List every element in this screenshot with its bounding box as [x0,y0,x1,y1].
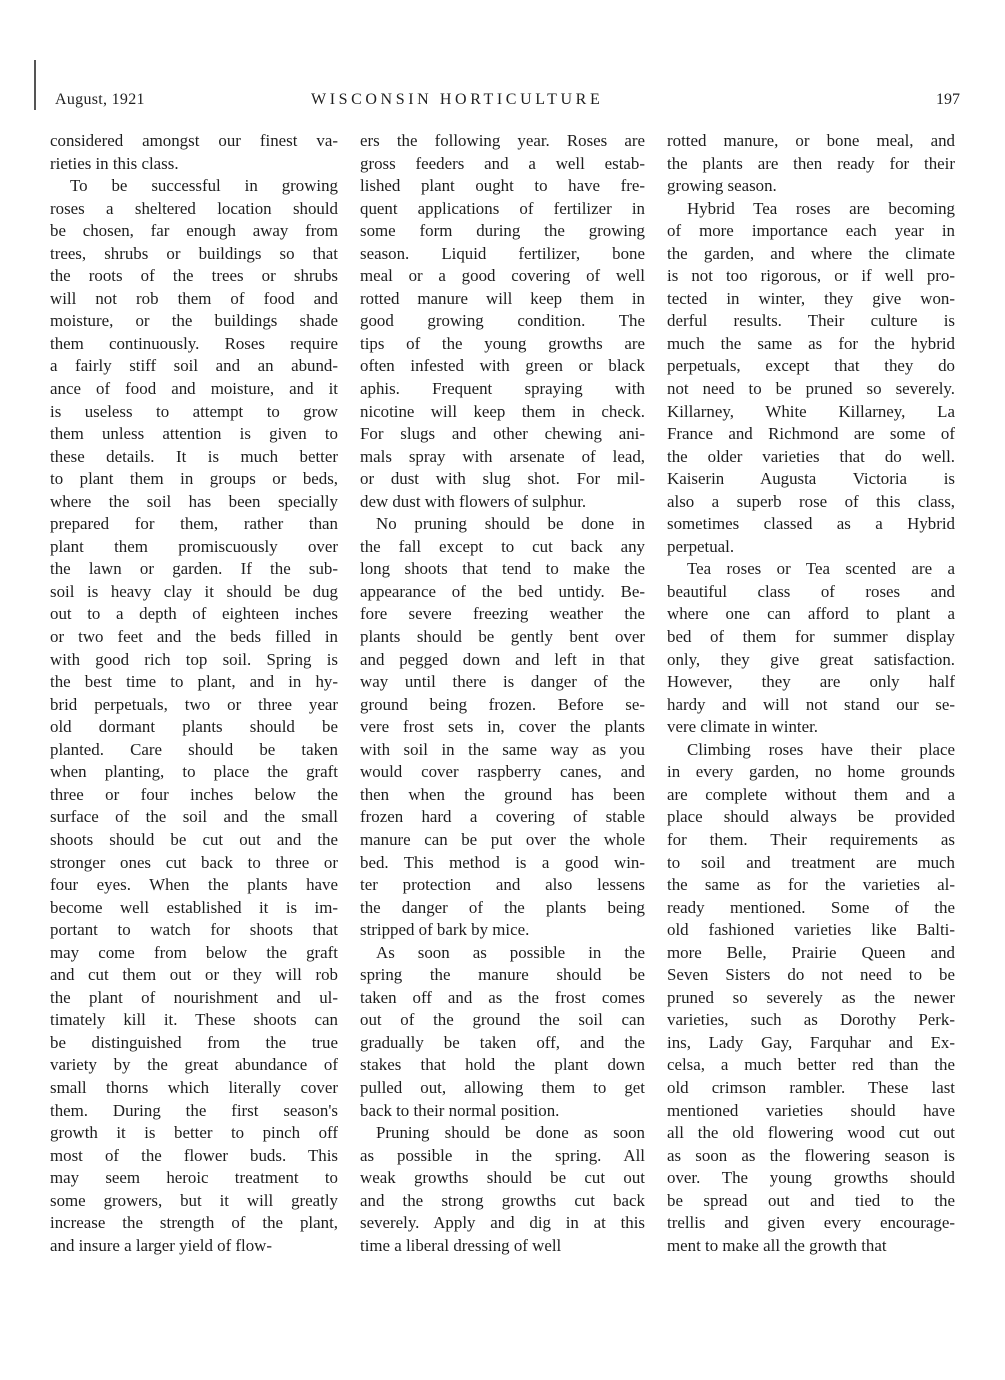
text-line: four eyes. When the plants have [50,875,338,895]
text-line: Seven Sisters do not need to be [667,965,955,985]
text-line: bed of them for summer display [667,627,955,647]
text-line: or two feet and the beds filled in [50,627,338,647]
text-line: much the same as for the hybrid [667,333,955,353]
text-column-3 [667,130,955,1257]
text-line: ground being frozen. Before se- [360,694,645,714]
text-line: the older varieties that do well. [667,446,955,466]
text-line: these details. It is much better [50,446,338,466]
text-line: meal or a good covering of well [360,266,645,286]
text-line: be distinguished from the true [50,1032,338,1052]
text-line: then when the ground has been [360,784,645,804]
text-line: Hybrid Tea roses are becoming [687,198,955,218]
text-line: For slugs and other chewing ani- [360,424,645,444]
text-line: most of the flower buds. This [50,1145,338,1165]
text-line: the danger of the plants being [360,897,645,917]
text-line: weak growths should be cut out [360,1168,645,1188]
text-line: all the old flowering wood cut out [667,1123,955,1143]
text-line: fore severe freezing weather the [360,604,645,624]
text-line: As soon as possible in the [376,942,645,962]
text-line: is not too rigorous, or if well pro- [667,266,955,286]
text-line: out to a depth of eighteen inches [50,604,338,624]
text-line: for them. Their requirements as [667,829,955,849]
text-line: or dust with slug shot. For mil- [360,469,645,489]
text-line: may come from below the graft [50,942,338,962]
text-line: No pruning should be done in [376,514,645,534]
text-line: bed. This method is a good win- [360,852,645,872]
text-line: the plant of nourishment and ul- [50,987,338,1007]
text-line: manure can be put over the whole [360,829,645,849]
text-line: Kaiserin Augusta Victoria is [667,469,955,489]
text-line: long shoots that tend to make the [360,559,645,579]
text-line: trees, shrubs or buildings so that [50,243,338,263]
text-line: ment to make all the growth that [667,1235,887,1255]
text-line: perpetual. [667,536,735,556]
text-line: ter protection and also lessens [360,875,645,895]
text-line: ance of food and moisture, and it [50,379,338,399]
text-line: spring the manure should be [360,965,645,985]
text-line: when planting, to place the graft [50,762,338,782]
text-line: plants should be gently bent over [360,627,645,647]
text-line: rotted manure will keep them in [360,288,645,308]
text-line: the garden, and where the climate [667,243,955,263]
text-line: Climbing roses have their place [687,739,955,759]
text-line: a fairly stiff soil and an abund- [50,356,338,376]
text-line: mals spray with arsenate of lead, [360,446,645,466]
text-line: of more importance each year in [667,221,955,241]
text-line: Tea roses or Tea scented are a [687,559,955,579]
text-line: varieties, such as Dorothy Perk- [667,1010,955,1030]
text-line: the roots of the trees or shrubs [50,266,338,286]
text-line: old dormant plants should be [50,717,338,737]
text-line: soil is heavy clay it should be dug [50,581,338,601]
text-line: ers the following year. Roses are [360,131,645,150]
text-line: pruned so severely as the newer [667,987,955,1007]
text-line: season. Liquid fertilizer, bone [360,243,645,263]
text-line: the fall except to cut back any [360,536,645,556]
text-line: and cut them out or they will rob [50,965,338,985]
text-line: stripped of bark by mice. [360,920,530,940]
journal-title: WISCONSIN HORTICULTURE [311,91,604,108]
text-line: some growers, but it will greatly [50,1190,338,1210]
text-line: gross feeders and a well estab- [360,153,645,173]
text-line: out of the ground the soil can [360,1010,645,1030]
text-line: also a superb rose of this class, [667,491,955,511]
text-line: good growing condition. The [360,311,645,331]
text-line: to soil and treatment are much [667,852,955,872]
text-line: vere frost sets in, cover the plants [360,717,645,737]
text-line: To be successful in growing [70,176,338,196]
text-line: portant to watch for shoots that [50,920,338,940]
text-line: taken off and as the frost comes [360,987,645,1007]
text-line: beautiful class of roses and [667,581,955,601]
text-line: ready mentioned. Some of the [667,897,955,917]
text-line: prepared for them, rather than [50,514,338,534]
text-line: the same as for the varieties al- [667,875,955,895]
text-line: growth it is better to pinch off [50,1123,338,1143]
text-line: derful results. Their culture is [667,311,955,331]
text-line: the plants are then ready for their [667,153,955,173]
text-line: appearance of the bed untidy. Be- [360,581,645,601]
text-line: stronger ones cut back to three or [50,852,338,872]
text-line: mentioned varieties should have [667,1100,955,1120]
text-line: will not rob them of food and [50,288,338,308]
text-column-2 [360,130,645,1257]
text-line: become well established it is im- [50,897,338,917]
text-line: may seem heroic treatment to [50,1168,338,1188]
text-line: with good rich top soil. Spring is [50,649,338,669]
text-line: as soon as the flowering season is [667,1145,955,1165]
text-line: three or four inches below the [50,784,338,804]
running-header [55,91,960,115]
text-line: over. The young growths should [667,1168,955,1188]
text-line: pulled out, allowing them to get [360,1077,645,1097]
text-line: aphis. Frequent spraying with [360,379,645,399]
text-line: France and Richmond are some of [667,424,955,444]
text-line: However, they are only half [667,672,955,692]
text-line: place should always be provided [667,807,955,827]
text-line: vere climate in winter. [667,717,819,737]
text-line: plant them promiscuously over [50,536,338,556]
text-line: nicotine will keep them in check. [360,401,645,421]
text-line: stakes that hold the plant down [360,1055,645,1075]
scan-edge-line [34,60,36,110]
text-line: them. During the first season's [50,1100,338,1120]
text-line: hardy and will not stand our se- [667,694,955,714]
text-line: them unless attention is given to [50,424,338,444]
text-line: celsa, a much better red than the [667,1055,955,1075]
text-line: severely. Apply and dig in at this [360,1213,645,1233]
text-line: to plant them in groups or beds, [50,469,338,489]
text-line: surface of the soil and the small [50,807,338,827]
text-line: shoots should be cut out and the [50,829,338,849]
text-line: tected in winter, they give won- [667,288,955,308]
text-line: frozen hard a covering of stable [360,807,645,827]
text-line: in every garden, no home grounds [667,762,955,782]
text-line: and pegged down and left in that [360,649,645,669]
text-line: them continuously. Roses require [50,333,338,353]
text-line: lished plant ought to have fre- [360,176,645,196]
text-line: where the soil has been specially [50,491,338,511]
text-line: planted. Care should be taken [50,739,338,759]
text-line: be spread out and tied to the [667,1190,955,1210]
text-line: often infested with green or black [360,356,645,376]
text-line: some form during the growing [360,221,645,241]
text-line: is useless to attempt to grow [50,401,338,421]
text-line: the best time to plant, and in hy- [50,672,338,692]
text-line: rieties in this class. [50,153,179,173]
text-line: way until there is danger of the [360,672,645,692]
text-column-1 [50,130,338,1257]
text-line: are complete without them and a [667,784,955,804]
page-number: 197 [936,91,960,108]
text-line: back to their normal position. [360,1100,560,1120]
text-line: as possible in the spring. All [360,1145,645,1165]
text-line: gradually be taken off, and the [360,1032,645,1052]
text-line: Killarney, White Killarney, La [667,401,955,421]
text-line: perpetuals, except that they do [667,356,955,376]
text-line: and insure a larger yield of flow- [50,1235,273,1255]
text-line: small thorns which literally cover [50,1077,338,1097]
text-line: not need to be pruned so severely. [667,379,955,399]
text-line: considered amongst our finest va- [50,131,338,150]
text-line: increase the strength of the plant, [50,1213,338,1233]
text-line: trellis and given every encourage- [667,1213,955,1233]
text-line: timately kill it. These shoots can [50,1010,338,1030]
text-line: with soil in the same way as you [360,739,645,759]
text-line: be chosen, far enough away from [50,221,338,241]
text-line: and the strong growths cut back [360,1190,645,1210]
text-line: ins, Lady Gay, Farquhar and Ex- [667,1032,955,1052]
text-line: tips of the young growths are [360,333,645,353]
text-line: old crimson rambler. These last [667,1077,955,1097]
text-line: brid perpetuals, two or three year [50,694,338,714]
text-line: Pruning should be done as soon [376,1123,645,1143]
issue-date: August, 1921 [55,91,145,108]
text-line: time a liberal dressing of well [360,1235,562,1255]
text-line: sometimes classed as a Hybrid [667,514,955,534]
text-line: only, they give great satisfaction. [667,649,955,669]
text-line: roses a sheltered location should [50,198,338,218]
text-line: quent applications of fertilizer in [360,198,645,218]
text-line: old fashioned varieties like Balti- [667,920,955,940]
text-line: rotted manure, or bone meal, and [667,131,955,150]
text-line: moisture, or the buildings shade [50,311,338,331]
text-line: would cover raspberry canes, and [360,762,645,782]
text-line: the lawn or garden. If the sub- [50,559,338,579]
text-line: dew dust with flowers of sulphur. [360,491,587,511]
text-line: where one can afford to plant a [667,604,955,624]
text-line: variety by the great abundance of [50,1055,338,1075]
text-line: more Belle, Prairie Queen and [667,942,955,962]
text-line: growing season. [667,176,777,196]
